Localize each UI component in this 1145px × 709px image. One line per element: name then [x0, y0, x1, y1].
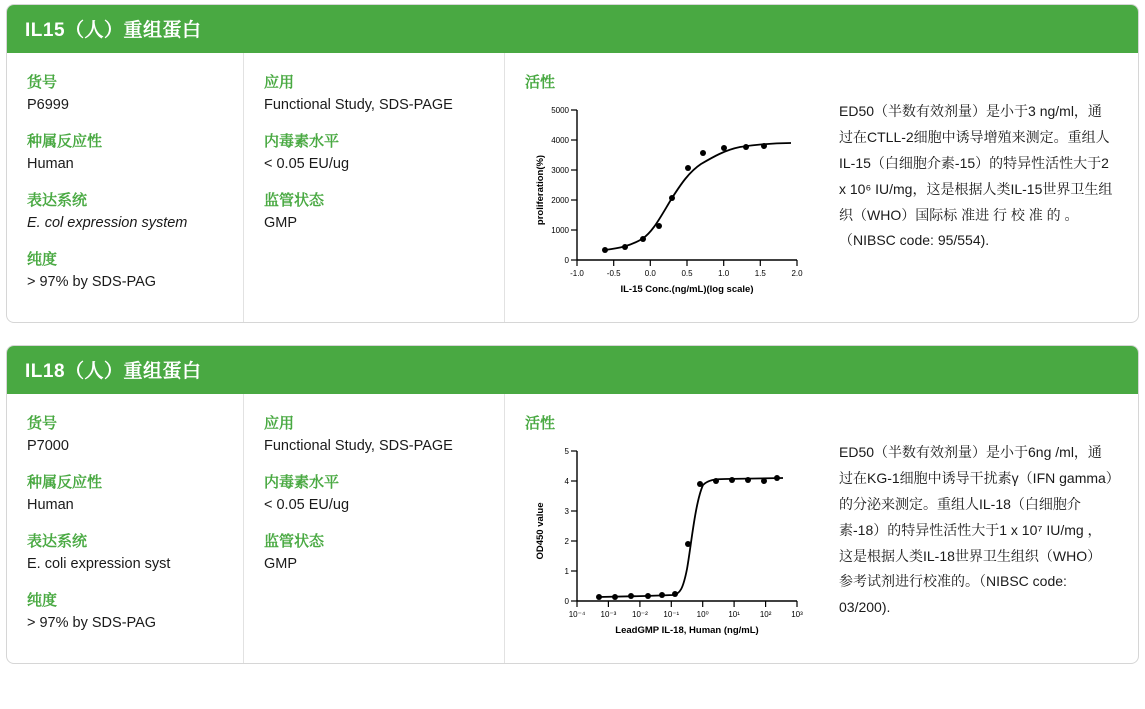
svg-text:2: 2 — [564, 537, 569, 546]
field-endotoxin-level — [264, 130, 484, 174]
activity-column — [505, 53, 1138, 322]
activity-column — [505, 394, 1138, 663]
field-value: > 97% by SDS-PAG — [27, 614, 157, 631]
field-value: E. coli expression syst — [27, 555, 171, 572]
y-axis-title: proliferation(%) — [535, 154, 546, 226]
svg-text:3000: 3000 — [551, 166, 569, 175]
field-label: 纯度 — [27, 250, 58, 268]
field-value: P6999 — [27, 97, 69, 113]
svg-text:0.0: 0.0 — [644, 269, 656, 278]
svg-text:1.0: 1.0 — [718, 269, 730, 278]
field-value: P7000 — [27, 438, 69, 454]
field-endotoxin-level — [264, 471, 484, 515]
x-axis-title: IL-15 Conc.(ng/mL)(log scale) — [620, 284, 754, 295]
svg-text:0: 0 — [564, 256, 569, 265]
svg-text:-0.5: -0.5 — [606, 269, 621, 278]
svg-text:10⁻⁴: 10⁻⁴ — [568, 610, 586, 619]
svg-text:0: 0 — [564, 597, 569, 606]
field-label: 表达系统 — [27, 191, 88, 209]
field-label: 监管状态 — [264, 191, 325, 209]
svg-text:5: 5 — [564, 447, 569, 456]
svg-text:1: 1 — [564, 567, 569, 576]
field-label: 货号 — [27, 415, 58, 432]
field-value: < 0.05 EU/ug — [264, 155, 350, 172]
field-application — [264, 71, 484, 115]
field-label: 货号 — [27, 74, 58, 91]
field-value: Human — [27, 155, 74, 172]
field-value: GMP — [264, 555, 298, 572]
field-label: 应用 — [264, 74, 295, 91]
svg-text:2.0: 2.0 — [791, 269, 803, 278]
field-species-reactivity — [27, 130, 223, 174]
svg-text:4000: 4000 — [551, 136, 569, 145]
chart-wrapper — [525, 71, 825, 312]
field-value: > 97% by SDS-PAG — [27, 273, 157, 290]
svg-text:10⁻³: 10⁻³ — [600, 610, 617, 619]
field-value: < 0.05 EU/ug — [264, 496, 350, 513]
field-label: 监管状态 — [264, 532, 325, 550]
spec-column-right — [244, 53, 505, 322]
field-expression-system — [27, 189, 223, 233]
field-catalog-number — [27, 412, 223, 456]
svg-text:1000: 1000 — [551, 226, 569, 235]
field-application — [264, 412, 484, 456]
field-label: 内毒素水平 — [264, 132, 340, 150]
svg-text:10⁻²: 10⁻² — [632, 610, 648, 619]
activity-chart-il15 — [525, 102, 810, 312]
field-purity — [27, 248, 223, 292]
card-body — [7, 394, 1138, 663]
field-value: Human — [27, 496, 74, 513]
field-label: 种属反应性 — [27, 132, 103, 150]
card-title: IL15（人）重组蛋白 — [7, 5, 1138, 53]
spec-column-right — [244, 394, 505, 663]
x-axis-title: LeadGMP IL-18, Human (ng/mL) — [615, 625, 759, 636]
activity-description: ED50（半数有效剂量）是小于3 ng/ml，通过在CTLL-2细胞中诱导增殖来测定。重组人IL-15（白细胞介素-15）的特异性活性大于2 x 10⁶ IU/mg，这是根据人类IL-15世界卫生组织（WHO）国际标 准进 行 校 准 的 。（NIBSC code: 95/554). — [839, 103, 1113, 249]
chart-wrapper — [525, 412, 825, 653]
spec-column-left — [7, 53, 244, 322]
svg-text:10⁻¹: 10⁻¹ — [663, 610, 680, 619]
svg-text:1.5: 1.5 — [754, 269, 766, 278]
activity-chart-il18 — [525, 443, 810, 653]
svg-text:5000: 5000 — [551, 106, 569, 115]
svg-text:10⁰: 10⁰ — [696, 610, 709, 619]
svg-text:4: 4 — [564, 477, 569, 486]
activity-label: 活性 — [525, 74, 556, 91]
svg-text:2000: 2000 — [551, 196, 569, 205]
field-value: E. col expression system — [27, 214, 188, 231]
field-purity — [27, 589, 223, 633]
svg-text:0.5: 0.5 — [681, 269, 693, 278]
svg-text:10³: 10³ — [791, 610, 803, 619]
field-label: 表达系统 — [27, 532, 88, 550]
field-regulatory-status — [264, 530, 484, 574]
product-card-il18 — [6, 345, 1139, 664]
svg-text:3: 3 — [564, 507, 569, 516]
y-axis-title: OD450 value — [535, 502, 546, 560]
field-label: 纯度 — [27, 591, 58, 609]
field-label: 种属反应性 — [27, 473, 103, 491]
field-label: 应用 — [264, 415, 295, 432]
field-species-reactivity — [27, 471, 223, 515]
field-value: GMP — [264, 214, 298, 231]
svg-text:-1.0: -1.0 — [570, 269, 584, 278]
field-label: 内毒素水平 — [264, 473, 340, 491]
product-card-il15 — [6, 4, 1139, 323]
spec-column-left — [7, 394, 244, 663]
activity-description: ED50（半数有效剂量）是小于6ng /ml，通过在KG-1细胞中诱导干扰素γ（IFN gamma）的分泌来测定。重组人IL-18（白细胞介素-18）的特异性活性大于1 x 10⁷ IU/mg ，这是根据人类IL-18世界卫生组织（WHO）参考试剂进行校准的。（NIBSC code: 03/200). — [839, 444, 1113, 616]
activity-label: 活性 — [525, 415, 556, 432]
field-expression-system — [27, 530, 223, 574]
svg-text:10¹: 10¹ — [728, 610, 740, 619]
field-regulatory-status — [264, 189, 484, 233]
field-value: Functional Study, SDS-PAGE — [264, 97, 453, 113]
card-title: IL18（人）重组蛋白 — [7, 346, 1138, 394]
svg-text:10²: 10² — [759, 610, 772, 619]
field-value: Functional Study, SDS-PAGE — [264, 438, 453, 454]
field-catalog-number — [27, 71, 223, 115]
card-body — [7, 53, 1138, 322]
